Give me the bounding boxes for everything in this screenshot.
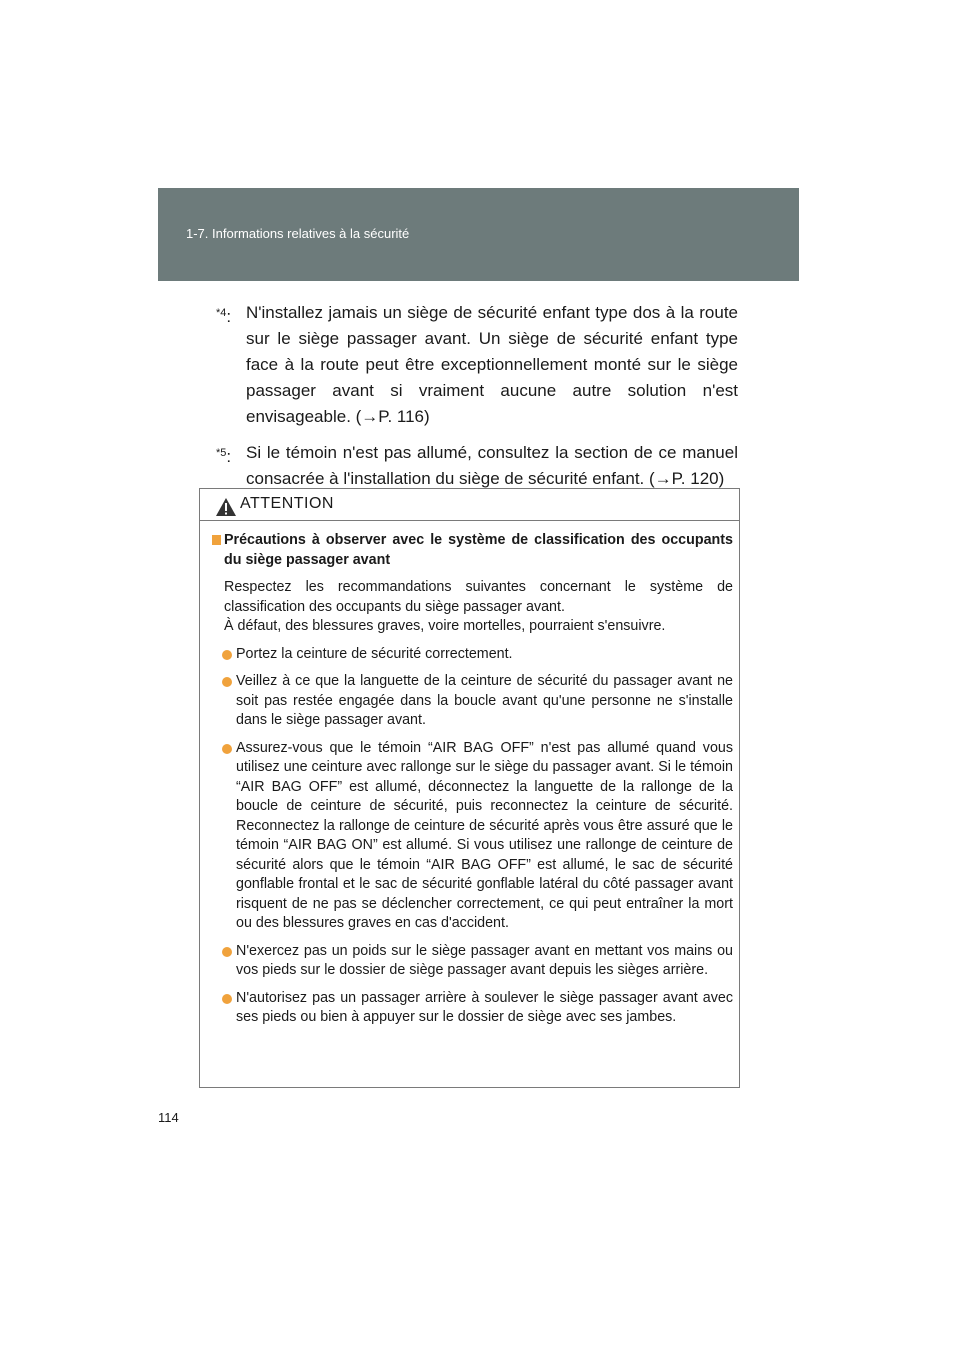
footnotes xyxy=(216,300,738,502)
square-bullet-icon xyxy=(212,535,221,545)
attention-box xyxy=(199,488,740,1088)
attention-body xyxy=(200,521,739,1028)
dot-bullet-icon xyxy=(222,994,232,1004)
section-header-band xyxy=(158,188,799,281)
footnote-marker: $^{*5}$: xyxy=(216,447,232,466)
warning-icon xyxy=(215,497,237,517)
dot-bullet-icon xyxy=(222,677,232,687)
list-item: Veillez à ce que la languette de la ceinture de sécurité du passager avant ne soit pas restée engagée dans la boucle avant qu'une personne ne s'installe dans le siège passager avant. xyxy=(212,672,733,731)
footnote-marker: $^{*4}$: xyxy=(216,307,232,326)
dot-bullet-icon xyxy=(222,650,232,660)
list-item: Assurez-vous que le témoin “AIR BAG OFF” n'est pas allumé quand vous utilisez une ceinture avec rallonge sur le siège du passager avant. Si le témoin “AIR BAG OFF” est allumé, déconnectez la languette de la rallonge de la boucle de ceinture de sécurité, puis reconnectez la ceinture de sécurité. Reconnectez la rallonge de ceinture de sécurité après vous être assuré que le témoin “AIR BAG ON” est allumé. Si vous utilisez une rallonge de ceinture de sécurité alors que le témoin “AIR BAG OFF” est allumé, le sac de sécurité gonflable frontal et le sac de sécurité gonflable latéral du côté passager avant risquent de ne pas se déclencher correctement, ce qui peut entraîner la mort ou des blessures graves en cas d'accident. xyxy=(212,739,733,934)
attention-heading: Précautions à observer avec le système de classification des occupants du siège passager avant xyxy=(212,531,733,570)
attention-title: ATTENTION xyxy=(240,495,334,512)
footnote xyxy=(216,300,738,430)
page-number: 114 xyxy=(158,1110,179,1125)
attention-header xyxy=(200,489,739,521)
dot-bullet-icon xyxy=(222,744,232,754)
attention-intro: Respectez les recommandations suivantes concernant le système de classification des occupants du siège passager avant. À défaut, des blessures graves, voire mortelles, pourraient s'ensuivre. xyxy=(224,579,733,634)
section-title: 1-7. Informations relatives à la sécurité xyxy=(186,226,410,241)
dot-bullet-icon xyxy=(222,947,232,957)
footnote-text: Si le témoin n'est pas allumé, consultez la section de ce manuel consacrée à l'installation du siège de sécurité enfant. (→P. 120) xyxy=(246,443,738,488)
list-item: N'autorisez pas un passager arrière à soulever le siège passager avant avec ses pieds ou bien à appuyer sur le dossier de siège avec ses jambes. xyxy=(212,989,733,1028)
footnote-text: N'installez jamais un siège de sécurité enfant type dos à la route sur le siège passager avant. Un siège de sécurité enfant type face à la route peut être exceptionnellement monté sur le siège passager avant si vraiment aucune autre solution n'est envisageable. (→P. 116) xyxy=(246,303,738,426)
list-item: N'exercez pas un poids sur le siège passager avant en mettant vos mains ou vos pieds sur le dossier de siège passager avant depuis les sièges arrière. xyxy=(212,942,733,981)
footnote xyxy=(216,440,738,492)
list-item: Portez la ceinture de sécurité correctement. xyxy=(212,645,733,665)
